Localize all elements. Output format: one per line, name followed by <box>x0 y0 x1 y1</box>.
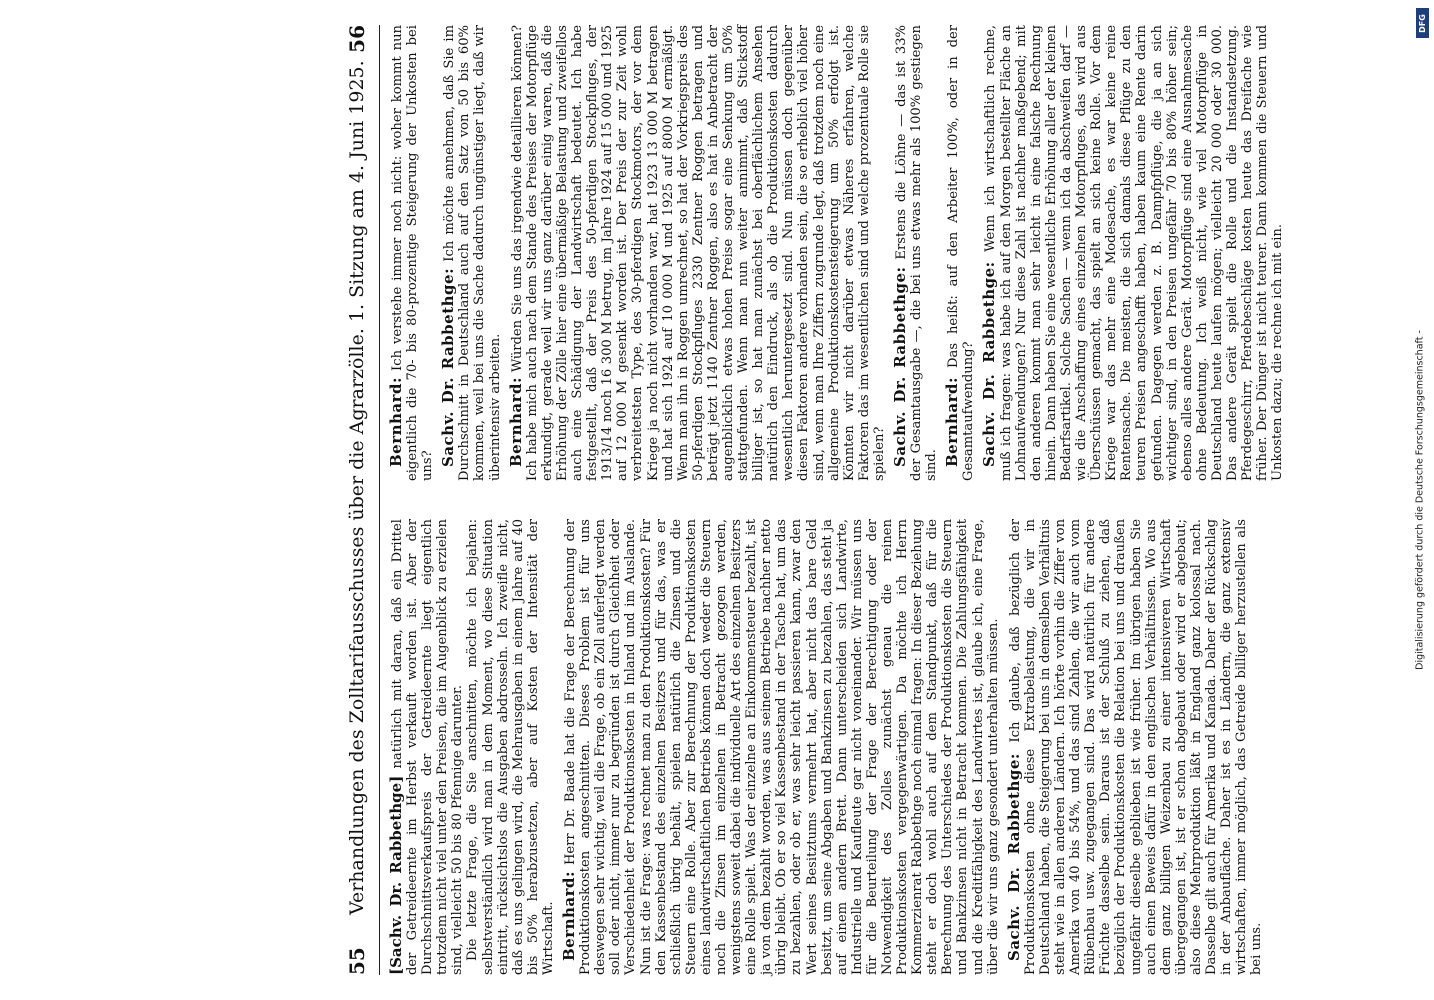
paragraph-text: Ich möchte annehmen, daß Sie im Durchschnitt in Deutschland auch auf den Satz von 50 bis 60% kommen, weil bei uns die Sache dadurch ungünstiger liegt, daß wir überintensiv arbeiten. <box>442 25 503 481</box>
page-number-right: 56 <box>345 25 369 53</box>
paragraph <box>982 25 1285 481</box>
speaker-label: Bernhard: <box>387 376 405 467</box>
page-header <box>337 25 377 975</box>
paragraph <box>1004 519 1265 975</box>
paragraph-text: Die letzte Frage, die Sie anschnitten, möchte ich bejahen: selbstverständlich wird man in dem Moment, wo diese Situation eintritt, rücksichtslos die Ausgaben abdrosseln. Ich zweifle nicht, daß es uns gelingen wird, die Mehrausgaben in einem Jahre auf 40 bis 50% herabzusetzen, aber auf Kosten der Intensität der Wirtschaft. <box>465 519 556 975</box>
left-column <box>387 519 1265 975</box>
running-title: Verhandlungen des Zolltarifausschusses über die Agrarzölle. 1. Sitzung am 4. Juni 1925. <box>346 60 368 915</box>
page-number-left: 55 <box>345 947 369 975</box>
paragraph <box>562 519 1001 975</box>
paragraph <box>893 25 939 481</box>
paragraph-text: Erstens die Löhne — das ist 33% der Gesamtausgabe —, die bei uns etwas mehr als 100% gestiegen sind. <box>894 25 940 481</box>
speaker-label: Sachv. Dr. Rabbethge: <box>891 266 909 467</box>
paragraph-text: Das heißt: auf den Arbeiter 100%, oder in der Gesamtaufwendung? <box>946 25 977 481</box>
right-column <box>387 25 1286 481</box>
paragraph <box>945 25 976 481</box>
paragraph-text: Ich verstehe immer noch nicht: woher kommt nun eigentlich die 70- bis 80-prozentige Steigerung der Unkosten bei uns? <box>390 25 436 481</box>
speaker-label: Bernhard: <box>560 870 579 961</box>
credit-text: Digitalisierung gefördert durch die Deutsche Forschungsgemeinschaft - <box>1414 330 1426 670</box>
paragraph-text: Würden Sie uns das irgendwie detaillieren können? Ich habe mich auch nach dem Stande des Preises der Motorpflüge erkundigt, gerade weil wir uns ganz darüber einig waren, daß die Erhöhung der Zölle hier eine übermäßige Belastung und zweifellos auch eine Schädigung der Landwirtschaft bedeutet. Ich habe festgestellt, daß der Preis des 50-pferdigen Stockpfluges, der 1913/14 noch 16 300 M betrug, im Jahre 1924 auf 15 000 und 1925 auf 12 000 M gesenkt worden ist. Der Preis der zur Zeit wohl verbreitetsten Type, des 30-pferdigen Stockmotors, der vor dem Kriege ja noch nicht vorhanden war, hat 1923 13 000 M betragen und hat sich 1924 auf 10 000 M und 1925 auf 8000 M ermäßigt. Wenn man ihn in Roggen umrechnet, so hat der Vorkriegspreis des 50-pferdigen Stockpfluges 2330 Zentner Roggen betragen und beträgt jetzt 1140 Zentner Roggen, also es hat in Anbetracht der augenblicklich etwas hohen Preise sogar eine Senkung um 50% stattgefunden. Wenn man nun weiter annimmt, daß Stickstoff billiger ist, so hat man zunächst bei oberflächlichem Ansehen natürlich den Eindruck, als ob die Produktionskosten dadurch wesentlich heruntergesetzt sind. Nun müssen doch gegenüber diesen Faktoren andere vorhanden sein, die so erheblich viel höher sind, wenn man Ihre Ziffern zugrunde legt, daß trotzdem noch eine allgemeine Produktionskostensteigerung um 50% erfolgt ist. Könnten wir nicht darüber etwas Näheres erfahren, welche Faktoren das im wesentlichen sind und welche prozentuale Rolle sie spielen? <box>509 25 887 481</box>
dfg-logo <box>1416 8 1429 38</box>
paragraph <box>389 25 435 481</box>
rotated-page <box>337 25 1286 975</box>
paragraph-text: natürlich mit daran, daß ein Drittel der Getreideernte im Herbst verkauft worden ist. Aber der Durchschnittsverkaufspreis der Getreideernte liegt eigentlich trotzdem nicht viel unter den Preisen, die im Augenblick zu erzielen sind, vielleicht 50 bis 80 Pfennige darunter. <box>390 519 466 975</box>
paragraph <box>506 25 887 481</box>
speaker-label: [Sachv. Dr. Rabbethge] <box>387 775 405 975</box>
digitization-credit <box>1410 0 1430 1000</box>
paragraph <box>465 519 556 975</box>
paragraph-text: Wenn ich wirtschaftlich rechne, muß ich fragen: was habe ich auf den Morgen bestellter Fläche an Lohnaufwendungen? Nur diese Zahl ist nachher maßgebend; mit den anderen kommt man sehr leicht in eine falsche Rechnung hinein. Dann haben Sie eine wesentliche Erhöhung aller der kleinen Bedarfsartikel. Solche Sachen — wenn ich da abschweifen darf — wie die Anschaffung eines einzelnen Motorpfluges, das wird aus Überschüssen gemacht, das spielt an sich keine Rolle. Vor dem Kriege war das mehr eine Modesache, es war keine reine Rentensache. Die meisten, die sich damals diese Pflüge zu den teuren Preisen angeschafft haben, haben kaum eine Rente darin gefunden. Dagegen werden z. B. Dampfpflüge, die ja an sich wichtiger sind, in den Preisen ungefähr 70 bis 80% höher sein; ebenso alles andere Gerät. Motorpflüge sind eine Ausnahmesache ohne Bedeutung. Ich weiß nicht, wie viel Motorpflüge in Deutschland heute laufen mögen; vielleicht 20 000 oder 30 000. Das andere Gerät spielt die Rolle und die Instandsetzung. Pferdegeschirr, Pferdebeschläge kosten heute das Dreifache wie früher. Der Dünger ist nicht teurer. Dann kommen die Steuern und Unkosten dazu; die rechne ich mit ein. <box>983 25 1286 481</box>
paragraph-text: Herr Dr. Baade hat die Frage der Berechnung der Produktionskosten angeschnitten. Dieses Problem ist für uns deswegen sehr wichtig, weil die Frage, ob ein Zoll auferlegt werden soll oder nicht, immer nur zu begründen ist durch Gleichheit oder Verschiedenheit der Produktionskosten in Inland und im Auslande. Nun ist die Frage: was rechnet man zu den Produktionskosten? Für den Kassenbestand des einzelnen Besitzers und für das, was er schließlich übrig behält, spielen natürlich die Zinsen und die Steuern eine Rolle. Aber zur Berechnung der Produktionskosten eines landwirtschaftlichen Betriebs können doch weder die Steuern noch die Zinsen im einzelnen in Betracht gezogen werden, wenigstens soweit dabei die individuelle Art des einzelnen Besitzers eine Rolle spielt. Was der einzelne an Einkommensteuer bezahlt, ist ja von dem bezahlt worden, was aus seinem Betriebe nachher netto übrig bleibt. Ob er so viel Kassenbestand in der Tasche hat, um das zu bezahlen, oder ob er, was sehr leicht passieren kann, zwar den Wert seines Besitztums vermehrt hat, aber nicht das bare Geld besitzt, um seine Abgaben und Bankzinsen zu bezahlen, das steht ja auf einem andern Brett. Dann unterscheiden sich Landwirte, Industrielle und Kaufleute gar nicht voneinander. Wir müssen uns für die Beurteilung der Frage der Berechtigung oder der Notwendigkeit des Zolles zunächst genau die reinen Produktionskosten vergegenwärtigen. Da möchte ich Herrn Kommerzienrat Rabbethge noch einmal fragen: In dieser Beziehung steht er doch wohl auch auf dem Standpunkt, daß für die Berechnung des Unterschiedes der Produktionskosten die Steuern und Bankzinsen nicht in Betracht kommen. Die Zahlungsfähigkeit und die Kreditfähigkeit des Landwirtes ist, glaube ich, eine Frage, über die wir uns ganz gesondert unterhalten müssen. <box>563 519 1001 975</box>
speaker-label: Sachv. Dr. Rabbethge: <box>1004 753 1023 961</box>
speaker-label: Sachv. Dr. Rabbethge: <box>980 261 999 467</box>
paragraph-text: Ich glaube, daß bezüglich der Produktionskosten ohne diese Extrabelastung, die wir in Deutschland haben, die Steigerung bei uns in demselben Verhältnis steht wie in allen anderen Ländern. Ich hörte vorhin die Ziffer von Amerika von 40 bis 54%, und das sind Zahlen, die wir auch vom Rübenbau usw. zugegangen sind. Das wird natürlich für andere Früchte dasselbe sein. Daraus ist der Schluß zu ziehen, daß bezüglich der Produktionskosten die Relation bei uns und draußen ungefähr dieselbe geblieben ist wie früher. Im übrigen haben Sie auch einen Beweis dafür in den englischen Verhältnissen. Wo aus dem ganz billigen Weizenbau zu einer intensiveren Wirtschaft übergegangen ist, ist er schon abgebaut oder wird er abgebaut; also diese Mehrproduktion läßt in England ganz kolossal nach. Dasselbe gilt auch für Amerika und Kanada. Daher der Rückschlag in der Anbaufläche. Daher ist es in Ländern, die ganz extensiv wirtschaften, immer möglich, das Getreide billiger herzustellen als bei uns. <box>1007 519 1265 975</box>
paragraph <box>441 25 502 481</box>
speaker-label: Bernhard: <box>506 376 525 467</box>
paragraph <box>389 519 465 975</box>
speaker-label: Bernhard: <box>943 376 962 467</box>
header-rule <box>379 25 380 975</box>
dfg-logo-text: DFG <box>1418 13 1428 33</box>
speaker-label: Sachv. Dr. Rabbethge: <box>439 267 458 467</box>
